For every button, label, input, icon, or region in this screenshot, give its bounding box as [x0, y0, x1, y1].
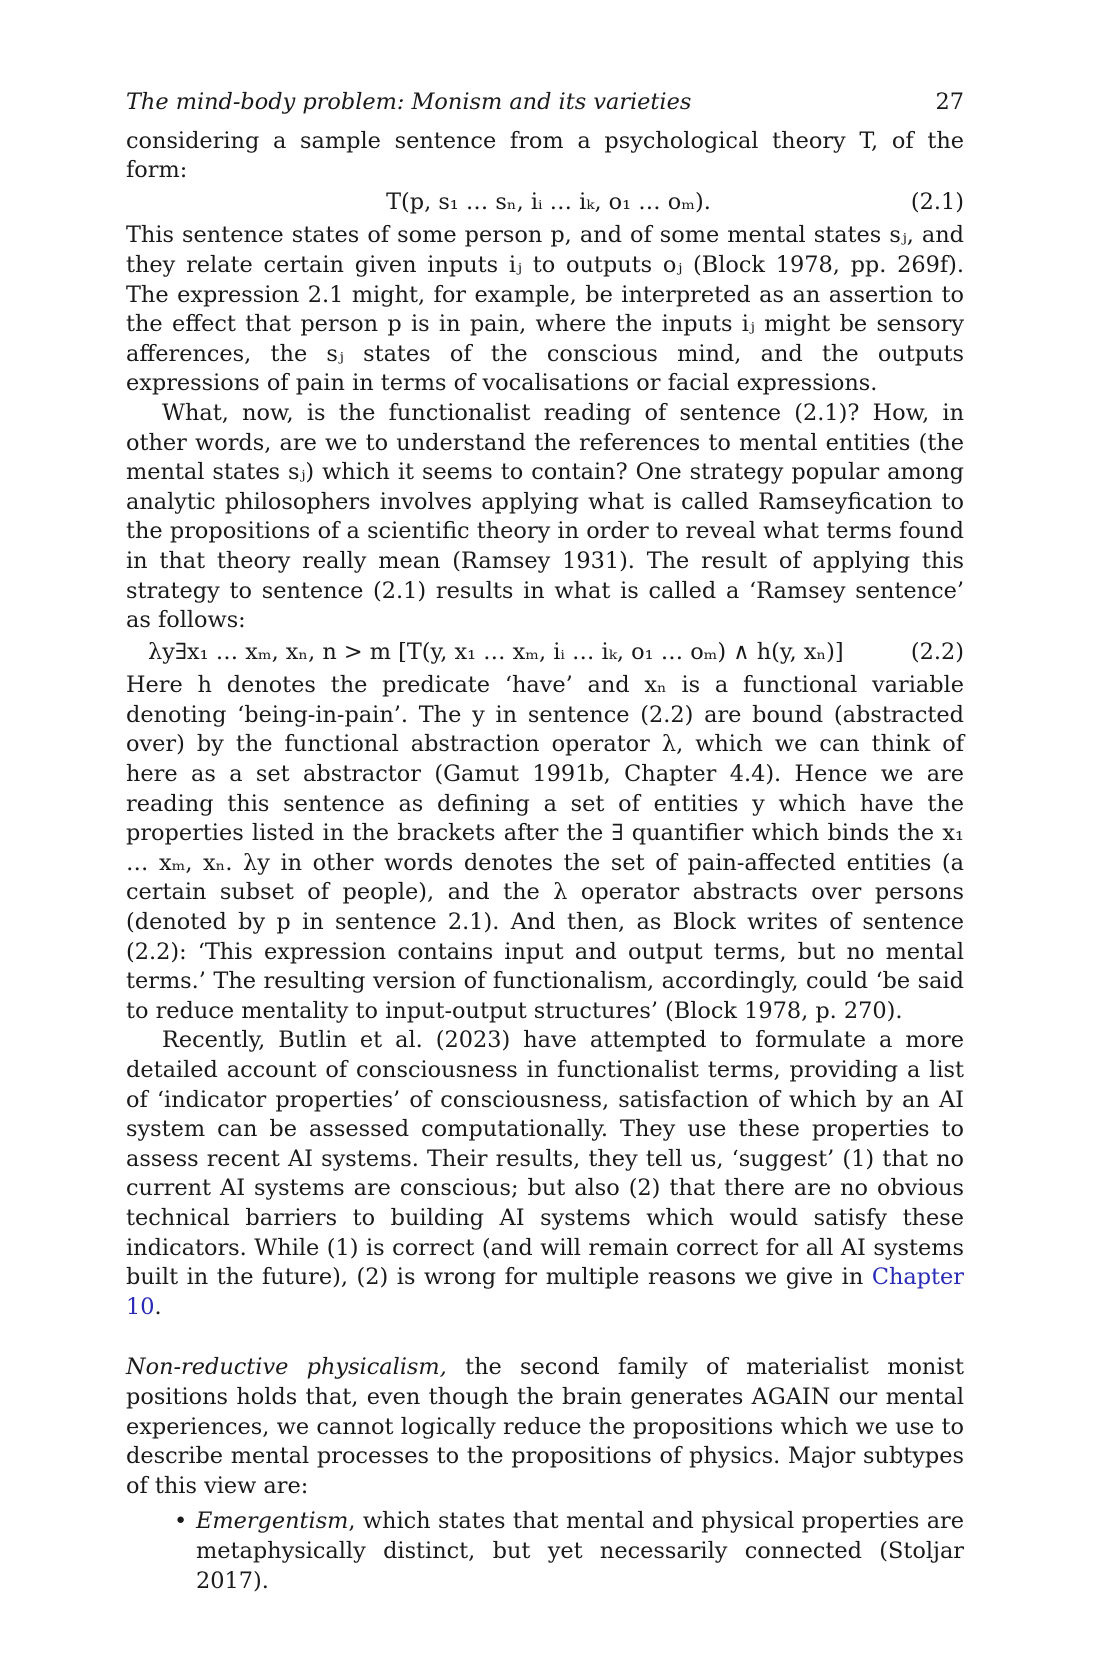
running-header — [126, 88, 964, 118]
paragraph-5 — [126, 1353, 964, 1501]
non-reductive-term: Non-reductive physicalism, — [126, 1354, 447, 1381]
paragraph-3: Here h denotes the predicate ‘have’ and xₙ is a functional variable denoting ‘being-in-pain’. The y in sentence (2.2) are bound (abstracted over) by the functional abstraction operator λ, which we can think of here as a set abstractor (Gamut 1991b, Chapter 4.4). Hence we are reading this sentence as defining a set of entities y which have the properties listed in the brackets after the ∃ quantifier which binds the x₁ … xₘ, xₙ. λy in other words denotes the set of pain-affected entities (a certain subset of people), and the λ operator abstracts over persons (denoted by p in sentence 2.1). And then, as Block writes of sentence (2.2): ‘This expression contains input and output terms, but no mental terms.’ The resulting version of functionalism, accordingly, could ‘be said to reduce mentality to input-output structures’ (Block 1978, p. 270). — [126, 672, 964, 1024]
paragraph-4-end: . — [154, 1293, 162, 1320]
book-page — [126, 88, 964, 1596]
equation-2-2 — [126, 638, 964, 668]
bullet-icon: • — [174, 1508, 188, 1535]
intro-line: considering a sample sentence from a psychological theory T, of the form: — [126, 127, 964, 184]
equation-2-1-number: (2.1) — [910, 188, 964, 215]
equation-2-1 — [126, 188, 964, 218]
emergentism-text: , which states that mental and physical properties are metaphysically distinct, but yet necessarily connected (Stoljar 2017). — [196, 1508, 964, 1594]
section-gap — [126, 1322, 964, 1353]
running-title: The mind-body problem: Monism and its varieties — [126, 89, 692, 115]
page-number: 27 — [935, 89, 964, 115]
paragraph-5-text: the second family of materialist monist positions holds that, even though the brain generates AGAIN our mental experiences, we cannot logically reduce the propositions which we use to describe mental processes to the propositions of physics. Major subtypes of this view are: — [126, 1354, 964, 1499]
paragraph-2: What, now, is the functionalist reading of sentence (2.1)? How, in other words, are we to understand the references to mental entities (the mental states sⱼ) which it seems to contain? One strategy popular among analytic philosophers involves applying what is called Ramseyfication to the propositions of a scientific theory in order to reveal what terms found in that theory really mean (Ramsey 1931). The result of applying this strategy to sentence (2.1) results in what is called a ‘Ramsey sentence’ as follows: — [126, 399, 964, 634]
paragraph-1: This sentence states of some person p, and of some mental states sⱼ, and they relate certain given inputs iⱼ to outputs oⱼ (Block 1978, pp. 269f). The expression 2.1 might, for example, be interpreted as an assertion to the effect that person p is in pain, where the inputs iⱼ might be sensory afferences, the sⱼ states of the conscious mind, and the outputs expressions of pain in terms of vocalisations or facial expressions. — [126, 222, 964, 397]
paragraph-4-text: Recently, Butlin et al. (2023) have attempted to formulate a more detailed account of consciousness in functionalist terms, providing a list of ‘indicator properties’ of consciousness, satisfaction of which by an AI system can be assessed computationally. They use these properties to assess recent AI systems. Their results, they tell us, ‘suggest’ (1) that no current AI systems are conscious; but also (2) that there are no obvious technical barriers to building AI systems which would satisfy these indicators. While (1) is correct (and will remain correct for all AI systems built in the future), (2) is wrong for multiple reasons we give in — [126, 1027, 964, 1291]
chapter-10-link[interactable]: Chapter 10 — [126, 1264, 964, 1320]
emergentism-term: Emergentism — [196, 1508, 349, 1535]
equation-2-2-number: (2.2) — [910, 638, 964, 665]
equation-2-2-expression: λy∃x₁ … xₘ, xₙ, n > m [T(y, x₁ … xₘ, iᵢ … iₖ, o₁ … oₘ) ∧ h(y, xₙ)] — [148, 638, 844, 665]
paragraph-4 — [126, 1026, 964, 1322]
equation-2-1-expression: T(p, s₁ … sₙ, iᵢ … iₖ, o₁ … oₘ). — [386, 188, 711, 215]
list-item — [126, 1507, 964, 1596]
subtype-list — [126, 1507, 964, 1596]
